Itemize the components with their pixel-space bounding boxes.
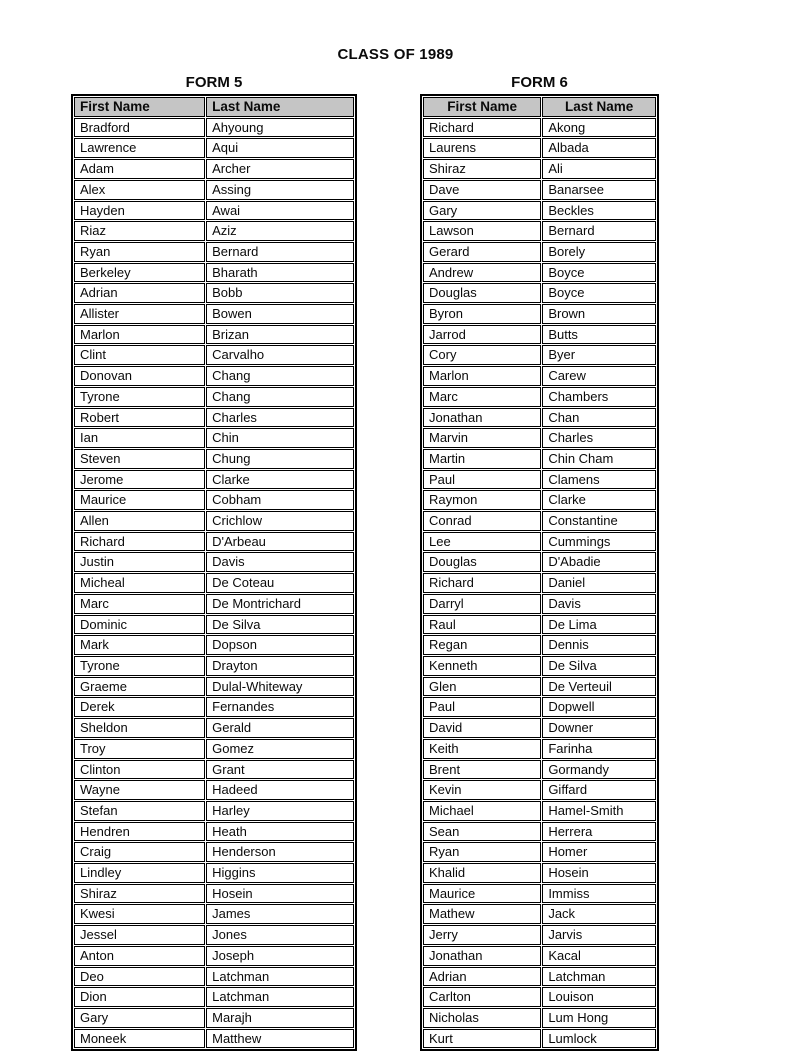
form6-table <box>420 94 659 1051</box>
table-cell: Kacal <box>542 946 656 966</box>
table-cell: Keith <box>423 739 541 759</box>
table-cell: Douglas <box>423 552 541 572</box>
table-row <box>74 221 354 241</box>
table-cell: Marvin <box>423 428 541 448</box>
table-cell: Justin <box>74 552 205 572</box>
table-cell: Awai <box>206 201 354 221</box>
form6-section <box>420 74 659 1051</box>
table-cell: Anton <box>74 946 205 966</box>
table-row <box>74 325 354 345</box>
table-cell: Drayton <box>206 656 354 676</box>
table-row <box>423 987 656 1007</box>
table-row <box>423 180 656 200</box>
table-cell: Butts <box>542 325 656 345</box>
table-cell: Lindley <box>74 863 205 883</box>
table-cell: Clinton <box>74 760 205 780</box>
table-cell: Dennis <box>542 635 656 655</box>
table-cell: Dave <box>423 180 541 200</box>
form5-first-name-header: First Name <box>74 97 205 117</box>
table-row <box>423 532 656 552</box>
table-cell: Sheldon <box>74 718 205 738</box>
table-cell: Derek <box>74 697 205 717</box>
table-cell: Ahyoung <box>206 118 354 138</box>
table-cell: Dulal-Whiteway <box>206 677 354 697</box>
table-cell: Paul <box>423 697 541 717</box>
table-cell: Deo <box>74 967 205 987</box>
table-cell: Steven <box>74 449 205 469</box>
table-cell: Lawson <box>423 221 541 241</box>
table-cell: Kwesi <box>74 904 205 924</box>
table-row <box>423 159 656 179</box>
table-cell: James <box>206 904 354 924</box>
table-cell: Dopson <box>206 635 354 655</box>
table-cell: David <box>423 718 541 738</box>
table-cell: Crichlow <box>206 511 354 531</box>
table-row <box>423 138 656 158</box>
table-row <box>74 739 354 759</box>
table-cell: Boyce <box>542 263 656 283</box>
table-row <box>74 656 354 676</box>
table-cell: Maurice <box>423 884 541 904</box>
table-row <box>74 594 354 614</box>
table-cell: Bradford <box>74 118 205 138</box>
table-cell: Troy <box>74 739 205 759</box>
table-cell: Adam <box>74 159 205 179</box>
table-cell: Alex <box>74 180 205 200</box>
table-cell: Charles <box>206 408 354 428</box>
table-cell: Clint <box>74 345 205 365</box>
table-cell: Archer <box>206 159 354 179</box>
table-row <box>423 242 656 262</box>
table-cell: Giffard <box>542 780 656 800</box>
form6-label: FORM 6 <box>511 74 568 91</box>
table-cell: Ali <box>542 159 656 179</box>
table-row <box>74 449 354 469</box>
table-row <box>423 801 656 821</box>
table-row <box>423 884 656 904</box>
table-row <box>74 511 354 531</box>
table-row <box>74 408 354 428</box>
table-cell: Ryan <box>74 242 205 262</box>
table-row <box>74 946 354 966</box>
table-row <box>74 677 354 697</box>
table-row <box>423 325 656 345</box>
table-cell: Lumlock <box>542 1029 656 1049</box>
table-cell: Sean <box>423 822 541 842</box>
table-cell: Kurt <box>423 1029 541 1049</box>
table-row <box>74 615 354 635</box>
table-cell: Marc <box>74 594 205 614</box>
table-cell: Adrian <box>74 283 205 303</box>
table-cell: Aziz <box>206 221 354 241</box>
table-cell: Jarvis <box>542 925 656 945</box>
table-cell: Hayden <box>74 201 205 221</box>
table-row <box>74 987 354 1007</box>
table-cell: Clamens <box>542 470 656 490</box>
table-cell: Akong <box>542 118 656 138</box>
table-cell: Jones <box>206 925 354 945</box>
table-cell: Farinha <box>542 739 656 759</box>
table-cell: Jarrod <box>423 325 541 345</box>
table-cell: Borely <box>542 242 656 262</box>
table-row <box>423 201 656 221</box>
table-row <box>423 842 656 862</box>
table-row <box>74 118 354 138</box>
table-cell: Cobham <box>206 490 354 510</box>
table-row <box>74 304 354 324</box>
table-cell: Hadeed <box>206 780 354 800</box>
table-row <box>423 263 656 283</box>
table-cell: Brizan <box>206 325 354 345</box>
table-row <box>74 925 354 945</box>
table-row <box>423 925 656 945</box>
table-cell: Herrera <box>542 822 656 842</box>
table-cell: Homer <box>542 842 656 862</box>
table-row <box>423 552 656 572</box>
table-row <box>423 780 656 800</box>
table-cell: Heath <box>206 822 354 842</box>
table-cell: Assing <box>206 180 354 200</box>
table-row <box>423 967 656 987</box>
table-cell: Gomez <box>206 739 354 759</box>
table-cell: Moneek <box>74 1029 205 1049</box>
table-row <box>423 221 656 241</box>
table-cell: Latchman <box>206 987 354 1007</box>
table-cell: Bharath <box>206 263 354 283</box>
table-row <box>74 263 354 283</box>
table-row <box>423 118 656 138</box>
table-row <box>74 842 354 862</box>
table-cell: Stefan <box>74 801 205 821</box>
table-cell: De Lima <box>542 615 656 635</box>
table-cell: Higgins <box>206 863 354 883</box>
table-cell: Gary <box>74 1008 205 1028</box>
table-cell: Chambers <box>542 387 656 407</box>
table-row <box>74 242 354 262</box>
table-row <box>423 511 656 531</box>
table-row <box>423 490 656 510</box>
table-cell: Brent <box>423 760 541 780</box>
table-cell: Ryan <box>423 842 541 862</box>
table-row <box>74 201 354 221</box>
table-row <box>423 366 656 386</box>
table-cell: Hosein <box>206 884 354 904</box>
table-cell: Byer <box>542 345 656 365</box>
table-cell: De Silva <box>206 615 354 635</box>
table-cell: Gary <box>423 201 541 221</box>
table-cell: Marlon <box>423 366 541 386</box>
table-cell: Beckles <box>542 201 656 221</box>
table-cell: Berkeley <box>74 263 205 283</box>
table-row <box>74 470 354 490</box>
table-row <box>74 366 354 386</box>
table-cell: De Silva <box>542 656 656 676</box>
table-cell: Graeme <box>74 677 205 697</box>
table-cell: Constantine <box>542 511 656 531</box>
table-cell: Grant <box>206 760 354 780</box>
table-row <box>423 946 656 966</box>
table-cell: Richard <box>74 532 205 552</box>
table-row <box>423 470 656 490</box>
table-cell: Hendren <box>74 822 205 842</box>
table-cell: Chin <box>206 428 354 448</box>
table-cell: Clarke <box>206 470 354 490</box>
table-cell: Conrad <box>423 511 541 531</box>
table-cell: Shiraz <box>74 884 205 904</box>
table-row <box>74 780 354 800</box>
table-row <box>423 760 656 780</box>
table-cell: Riaz <box>74 221 205 241</box>
table-cell: Nicholas <box>423 1008 541 1028</box>
table-cell: Aqui <box>206 138 354 158</box>
table-row <box>74 967 354 987</box>
table-row <box>423 428 656 448</box>
table-cell: Jonathan <box>423 946 541 966</box>
table-cell: Allen <box>74 511 205 531</box>
table-cell: Kenneth <box>423 656 541 676</box>
table-cell: Byron <box>423 304 541 324</box>
table-cell: Marlon <box>74 325 205 345</box>
table-row <box>423 387 656 407</box>
form6-table-body <box>423 118 656 1049</box>
table-row <box>423 449 656 469</box>
table-cell: Boyce <box>542 283 656 303</box>
table-cell: Michael <box>423 801 541 821</box>
table-cell: Maurice <box>74 490 205 510</box>
table-cell: De Montrichard <box>206 594 354 614</box>
table-row <box>74 573 354 593</box>
table-cell: Gerard <box>423 242 541 262</box>
table-cell: Lawrence <box>74 138 205 158</box>
table-row <box>74 801 354 821</box>
table-row <box>74 863 354 883</box>
table-row <box>423 1008 656 1028</box>
form5-table-body <box>74 118 354 1049</box>
table-row <box>74 760 354 780</box>
table-row <box>74 345 354 365</box>
table-cell: Jerome <box>74 470 205 490</box>
table-cell: Craig <box>74 842 205 862</box>
table-cell: Cory <box>423 345 541 365</box>
table-cell: Martin <box>423 449 541 469</box>
table-cell: Albada <box>542 138 656 158</box>
table-cell: Banarsee <box>542 180 656 200</box>
table-row <box>74 635 354 655</box>
table-cell: Dominic <box>74 615 205 635</box>
table-row <box>74 428 354 448</box>
table-cell: Bobb <box>206 283 354 303</box>
table-cell: Tyrone <box>74 387 205 407</box>
table-cell: Carlton <box>423 987 541 1007</box>
table-cell: Brown <box>542 304 656 324</box>
table-cell: Andrew <box>423 263 541 283</box>
form5-last-name-header: Last Name <box>206 97 354 117</box>
table-row <box>74 904 354 924</box>
table-cell: Gormandy <box>542 760 656 780</box>
table-row <box>423 635 656 655</box>
table-row <box>423 283 656 303</box>
table-cell: Bernard <box>542 221 656 241</box>
table-cell: Dion <box>74 987 205 1007</box>
table-cell: Laurens <box>423 138 541 158</box>
table-row <box>423 718 656 738</box>
table-row <box>74 138 354 158</box>
table-cell: Jerry <box>423 925 541 945</box>
table-row <box>423 615 656 635</box>
table-cell: Chang <box>206 387 354 407</box>
table-row <box>74 532 354 552</box>
table-cell: De Coteau <box>206 573 354 593</box>
table-cell: Harley <box>206 801 354 821</box>
table-cell: Latchman <box>206 967 354 987</box>
table-cell: Lee <box>423 532 541 552</box>
table-cell: Latchman <box>542 967 656 987</box>
table-cell: Gerald <box>206 718 354 738</box>
table-cell: Jessel <box>74 925 205 945</box>
table-cell: Daniel <box>542 573 656 593</box>
table-cell: Hamel-Smith <box>542 801 656 821</box>
table-row <box>74 180 354 200</box>
table-cell: Louison <box>542 987 656 1007</box>
table-cell: Bowen <box>206 304 354 324</box>
table-cell: Jonathan <box>423 408 541 428</box>
table-cell: Douglas <box>423 283 541 303</box>
form6-last-name-header: Last Name <box>542 97 656 117</box>
table-row <box>423 408 656 428</box>
table-cell: Henderson <box>206 842 354 862</box>
table-cell: Mark <box>74 635 205 655</box>
table-row <box>423 345 656 365</box>
table-cell: Chin Cham <box>542 449 656 469</box>
table-cell: Donovan <box>74 366 205 386</box>
table-cell: Allister <box>74 304 205 324</box>
table-cell: Clarke <box>542 490 656 510</box>
table-row <box>74 697 354 717</box>
form6-first-name-header: First Name <box>423 97 541 117</box>
table-cell: Adrian <box>423 967 541 987</box>
page-title: CLASS OF 1989 <box>337 46 454 63</box>
table-row <box>74 387 354 407</box>
table-cell: Marajh <box>206 1008 354 1028</box>
table-row <box>423 573 656 593</box>
table-row <box>423 1029 656 1049</box>
form5-label: FORM 5 <box>185 74 243 91</box>
header-row <box>74 97 354 117</box>
table-cell: Raymon <box>423 490 541 510</box>
table-cell: Micheal <box>74 573 205 593</box>
table-cell: Paul <box>423 470 541 490</box>
table-cell: Downer <box>542 718 656 738</box>
table-row <box>423 863 656 883</box>
table-row <box>74 1029 354 1049</box>
table-cell: Matthew <box>206 1029 354 1049</box>
table-cell: Richard <box>423 573 541 593</box>
table-cell: Robert <box>74 408 205 428</box>
table-row <box>74 884 354 904</box>
table-row <box>74 718 354 738</box>
table-cell: Lum Hong <box>542 1008 656 1028</box>
table-row <box>423 594 656 614</box>
table-row <box>74 1008 354 1028</box>
table-cell: Raul <box>423 615 541 635</box>
table-cell: Regan <box>423 635 541 655</box>
table-cell: Glen <box>423 677 541 697</box>
table-cell: Chung <box>206 449 354 469</box>
table-cell: Immiss <box>542 884 656 904</box>
form5-table <box>71 94 357 1051</box>
table-row <box>74 283 354 303</box>
table-cell: Darryl <box>423 594 541 614</box>
table-cell: Charles <box>542 428 656 448</box>
table-cell: Chan <box>542 408 656 428</box>
table-cell: Khalid <box>423 863 541 883</box>
header-row <box>423 97 656 117</box>
table-row <box>423 677 656 697</box>
table-cell: De Verteuil <box>542 677 656 697</box>
table-row <box>423 304 656 324</box>
table-cell: Wayne <box>74 780 205 800</box>
table-cell: Hosein <box>542 863 656 883</box>
table-cell: Marc <box>423 387 541 407</box>
table-row <box>423 656 656 676</box>
table-cell: Davis <box>206 552 354 572</box>
table-cell: D'Abadie <box>542 552 656 572</box>
table-row <box>74 159 354 179</box>
table-row <box>423 739 656 759</box>
table-cell: Shiraz <box>423 159 541 179</box>
table-cell: Kevin <box>423 780 541 800</box>
table-cell: Chang <box>206 366 354 386</box>
table-row <box>423 822 656 842</box>
table-cell: Tyrone <box>74 656 205 676</box>
table-cell: Cummings <box>542 532 656 552</box>
form5-section <box>71 74 357 1051</box>
table-cell: Richard <box>423 118 541 138</box>
table-cell: Carvalho <box>206 345 354 365</box>
table-row <box>423 697 656 717</box>
table-cell: Davis <box>542 594 656 614</box>
table-cell: Jack <box>542 904 656 924</box>
table-row <box>74 490 354 510</box>
table-cell: Dopwell <box>542 697 656 717</box>
table-cell: Carew <box>542 366 656 386</box>
table-cell: Mathew <box>423 904 541 924</box>
table-row <box>74 552 354 572</box>
table-cell: Ian <box>74 428 205 448</box>
table-row <box>74 822 354 842</box>
table-row <box>423 904 656 924</box>
table-cell: D'Arbeau <box>206 532 354 552</box>
table-cell: Bernard <box>206 242 354 262</box>
table-cell: Fernandes <box>206 697 354 717</box>
table-cell: Joseph <box>206 946 354 966</box>
